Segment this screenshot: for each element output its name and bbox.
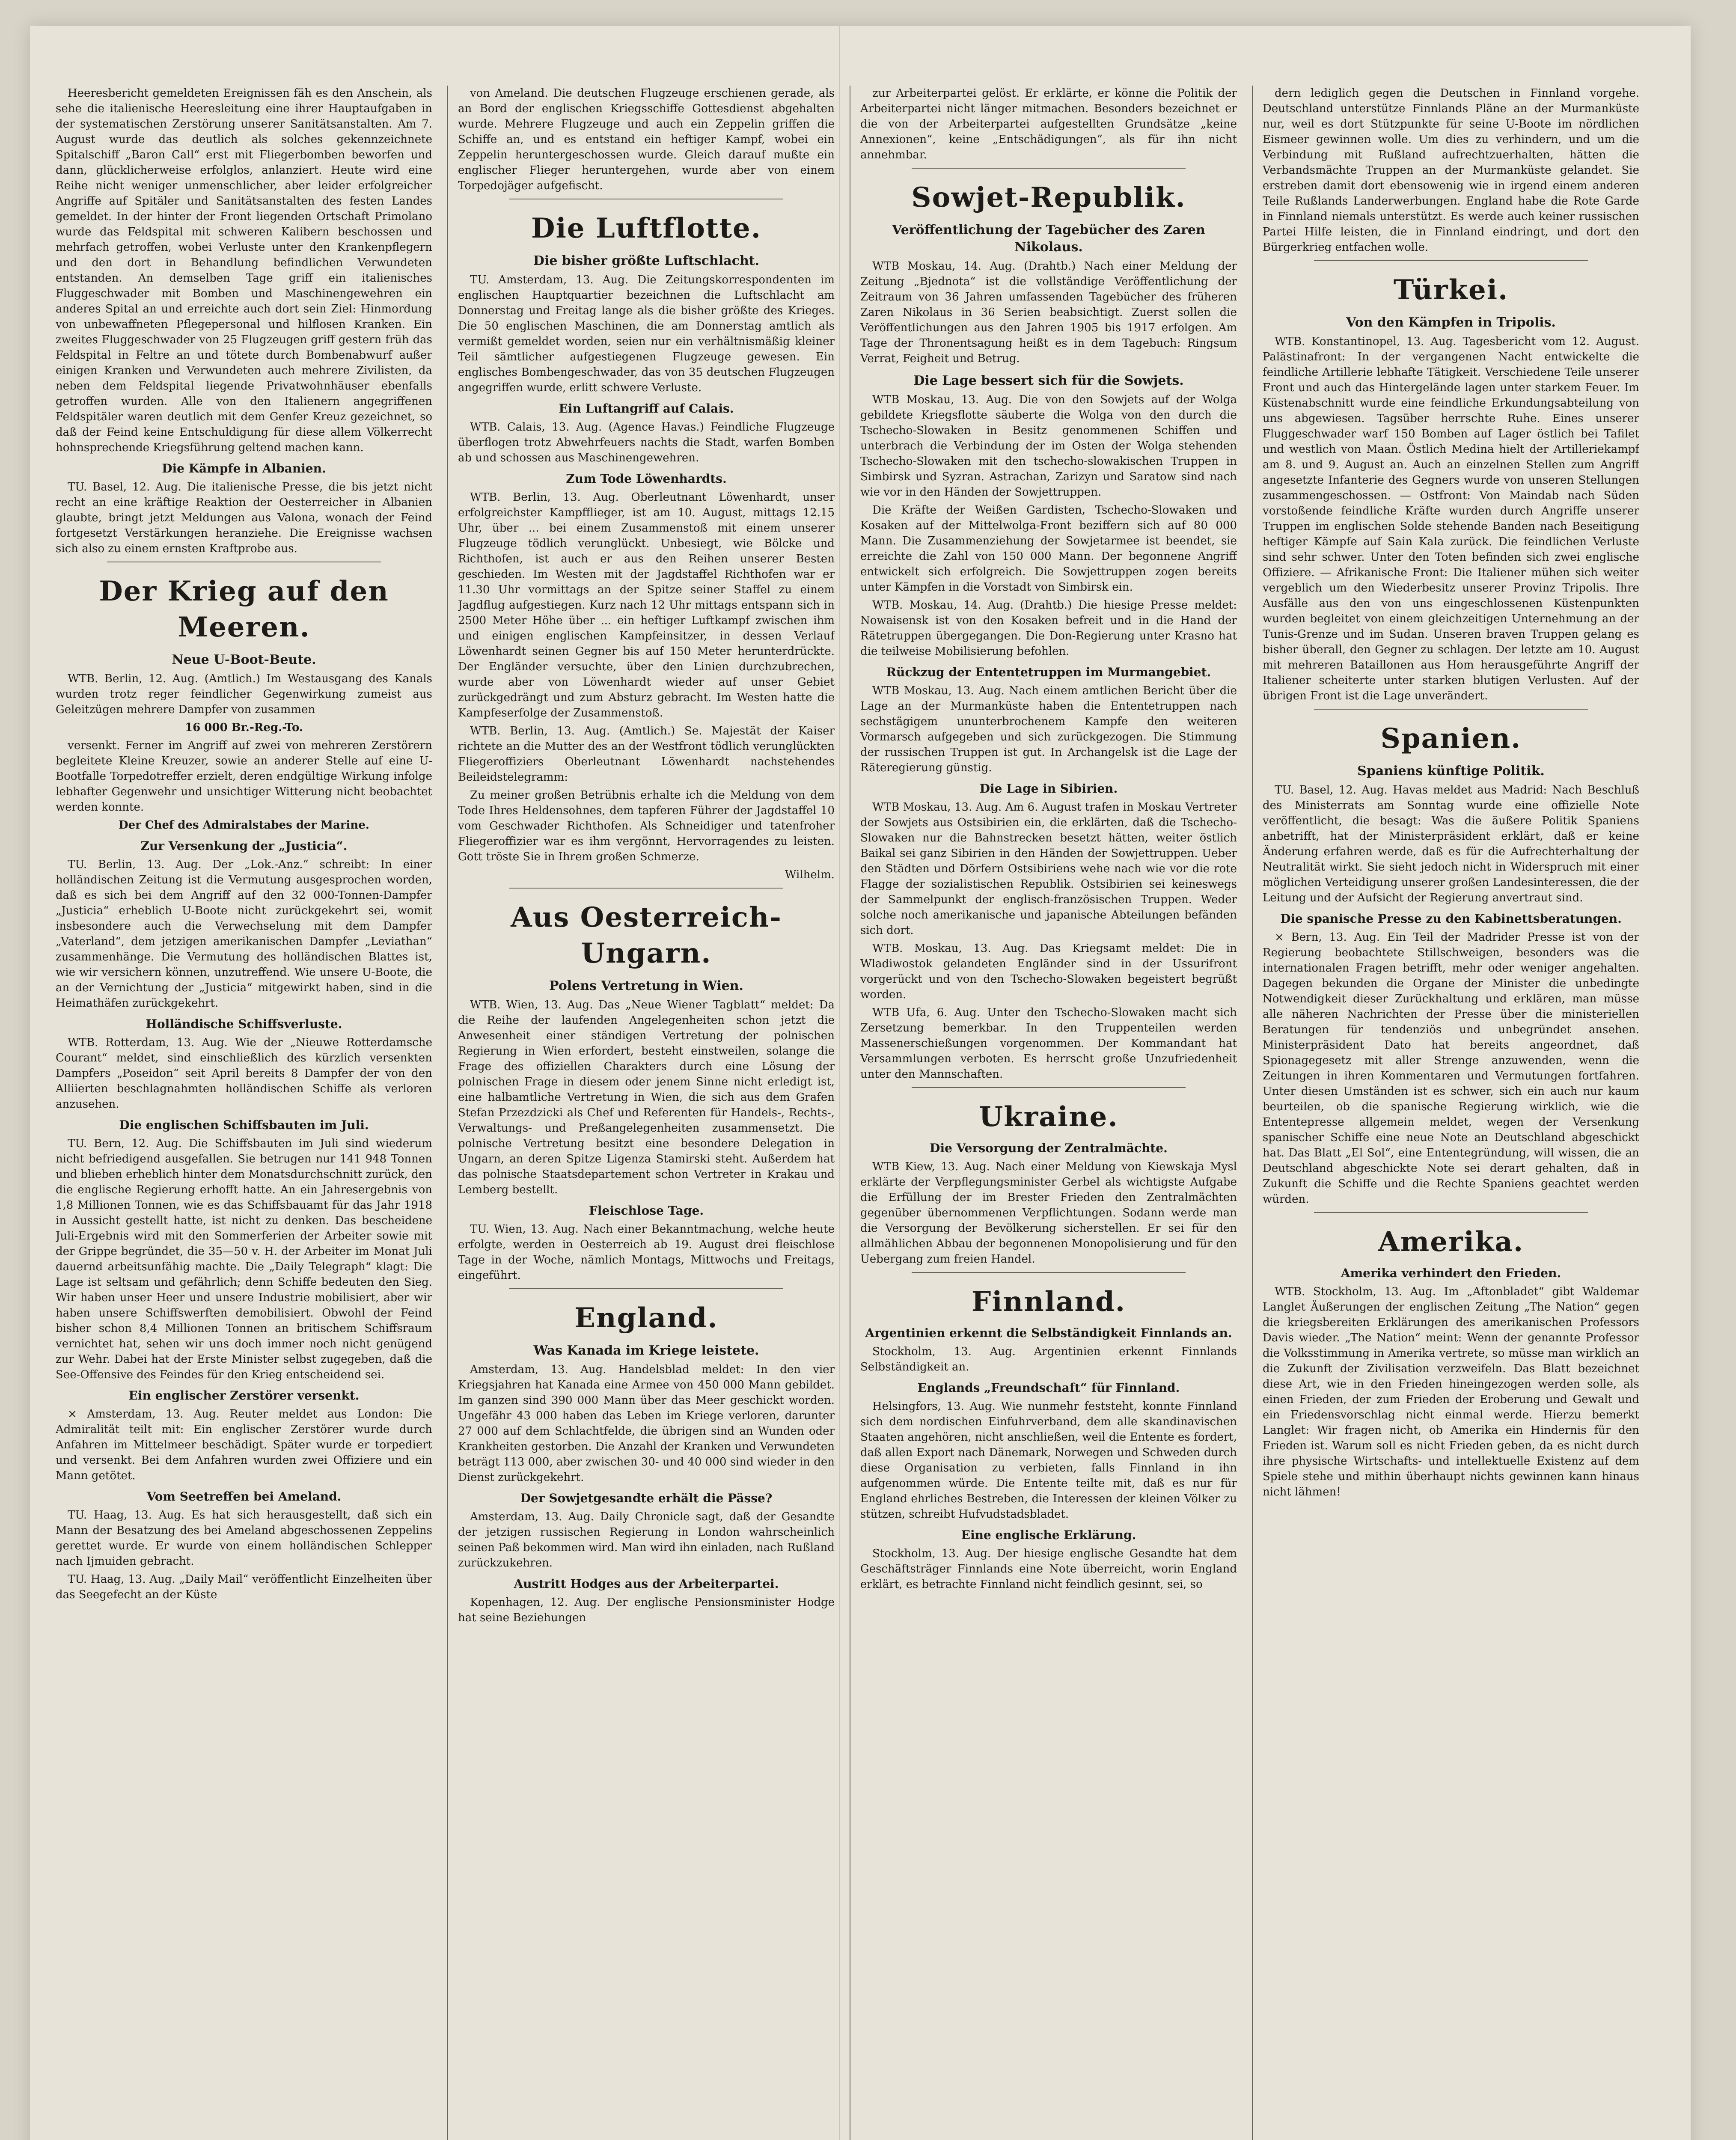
section-heading: Vom Seetreffen bei Ameland. <box>146 1489 342 1504</box>
tonnage-figure: 16 000 Br.-Reg.-To. <box>185 721 303 734</box>
department-heading: Sowjet-Republik. <box>911 181 1186 214</box>
section-heading: Ein Luftangriff auf Calais. <box>559 401 734 416</box>
article-text: Stockholm, 13. Aug. Der hiesige englische Gesandte hat dem Geschäftsträger Finnlands eine Note überreicht, worin England erklärt, es betrachte Finnland nicht feindlich gesinnt, sei, so <box>860 1547 1237 1591</box>
section-heading: Englands „Freundschaft“ für Finnland. <box>917 1381 1180 1395</box>
article-text: Amsterdam, 13. Aug. Daily Chronicle sagt, daß der Gesandte der jetzigen russischen Regierung in London wahrscheinlich seinen Paß bekommen wird. Man wird ihn einladen, nach Rußland zurückzukehren. <box>458 1510 835 1569</box>
divider <box>1314 260 1588 261</box>
article-text: Helsingfors, 13. Aug. Wie nunmehr feststeht, konnte Finnland sich dem nordischen Einfuhrverband, dem alle skandinavischen Staaten angehören, nicht anschließen, weil die Entente es fordert, daß allen Export nach Dänemark, Norwegen und Schweden durch diese Organisation zu verbieten, falls Finnland in ihn aufgenommen würde. Die Entente teilte mit, daß es nur für England ehrliches Bestreben, die Interessen der kleinen Völker zu stützen, schreibt Hufvudstadsbladet. <box>860 1400 1237 1521</box>
article-text: WTB Moskau, 13. Aug. Die von den Sowjets auf der Wolga gebildete Kriegsflotte säuberte die Wolga von den durch die Tschecho-Slowaken in Besitz genommenen Schiffen und unterbrach die Verbindung der im Osten der Wolga stehenden Tschecho-Slowaken mit den tschecho-slowakischen Truppen in Simbirsk und Syzran. Astrachan, Zarizyn und Saratow sind nach wie vor in den Händen der Sowjettruppen. <box>860 393 1237 499</box>
section-heading: Rückzug der Ententetruppen im Murmangebiet. <box>886 665 1211 679</box>
divider <box>509 1288 783 1289</box>
section-heading: Die bisher größte Luftschlacht. <box>533 253 760 268</box>
article-text: WTB. Konstantinopel, 13. Aug. Tagesbericht vom 12. August. Palästinafront: In der vergangenen Nacht entwickelte die feindliche Artillerie lebhafte Tätigkeit. Verschiedene Teile unserer Front und auch das Hintergelände lagen unter starkem Feuer. Im Küstenabschnitt wurde eine feindliche Erkundungsabteilung von uns abgewiesen. Tagsüber herrschte Ruhe. Eines unserer Fluggeschwader warf 150 Bomben auf Lager östlich bei Tafilet und westlich von Maan. Östlich Medina hielt der Artilleriekampf am 8. und 9. August an. Auch an einzelnen Stellen zum Angriff angesetzte Infanterie des Gegners wurde von unseren Stellungen zusammengeschossen. — Ostfront: Von Maindab nach Süden vorstoßende feindliche Kräfte wurden durch Angriffe unserer Truppen im englischen Solde stehende Banden nach Beseitigung heftiger Kämpfe auf Sain Kala zurück. Die feindlichen Verluste sind sehr schwer. Unter den Toten befinden sich zwei englische Offiziere. — Afrikanische Front: Die Italiener mühen sich weiter vergeblich um den Wiederbesitz unserer Provinz Tripolis. Ihre Ausfälle aus den von uns eingeschlossenen Küstenpunkten wurden begleitet von einem gleichzeitigen Unternehmung an der Tunis-Grenze und im Sudan. Unseren braven Truppen gelang es bisher überall, den Gegner zu schlagen. Der letzte am 10. August mit mehreren Bataillonen aus Hom herausgeführte Angriff der Italiener scheiterte unter starken blutigen Verlusten. Auf der übrigen Front ist die Lage unverändert. <box>1263 335 1639 702</box>
newspaper-page <box>30 26 1691 2140</box>
article-text: WTB Moskau, 13. Aug. Am 6. August trafen in Moskau Vertreter der Sowjets aus Ostsibirien ein, die erklärten, daß die Tschecho-Slowaken nur die Bahnstrecken besetzt hätten, weiter östlich Baikal sei ganz Sibirien in den Händen der Sowjettruppen. Ueber den Städten und Dörfern Ostsibiriens wehe nach wie vor die rote Flagge der sozialistischen Republik. Ostsibirien sei keineswegs der Sammelpunkt der englisch-französischen Truppen. Weder solche noch amerikanische und japanische Abteilungen befänden sich dort. <box>860 801 1237 937</box>
section-heading: Zum Tode Löwenhardts. <box>566 472 727 486</box>
signature: Wilhelm. <box>785 868 835 881</box>
section-heading: Argentinien erkennt die Selbständigkeit Finnlands an. <box>865 1326 1232 1340</box>
section-heading: Die Lage bessert sich für die Sowjets. <box>913 373 1184 388</box>
article-text: Heeresbericht gemeldeten Ereignissen fäh es den Anschein, als sehe die italienische Heeresleitung eine ihrer Hauptaufgaben in der systematischen Zerstörung unserer Sanitätsanstalten. Am 7. August wurde das deutlich als solches gekennzeichnete Spitalschiff „Baron Call“ erst mit Fliegerbomben beworfen und dann, glücklicherweise erfolglos, anlanziert. Heute wird eine Reihe nicht weniger unmenschlicher, aber leider erfolgreicher Angriffe auf Spitäler und Sanitätsanstalten des festen Landes gemeldet. In der hinter der Front liegenden Ortschaft Primolano wurde das Feldspital mit schweren Kalibern beschossen und mehrfach getroffen, wobei Verluste unter den Krankenpflegern und den dort in Behandlung befindlichen Verwundeten entstanden. An demselben Tage griff ein italienisches Fluggeschwader mit Bomben und Maschinengewehren ein anderes Spital an und erreichte auch dort sein Ziel: Hinmordung von unbewaffneten Pflegepersonal und hilflosen Kranken. Ein zweites Fluggeschwader von 25 Flugzeugen griff gestern früh das Feldspital in Feltre an und tötete durch Bombenabwurf außer einigen Kranken und Verwundeten auch mehrere Zivilisten, da neben dem Feldspital liegende Privatwohnhäuser ebenfalls getroffen wurden. Alle von den Italienern angegriffenen Feldspitäler waren deutlich mit dem Genfer Kreuz gezeichnet, so daß der Feind keine Entschuldigung für diese allem Völkerrecht hohnsprechende Kriegsführung geltend machen kann. <box>56 87 432 454</box>
article-text: zur Arbeiterpartei gelöst. Er erklärte, er könne die Politik der Arbeiterpartei nicht länger mitmachen. Besonders bezeichnet er die von der Arbeiterpartei aufgestellten Grundsätze „keine Annexionen“, keine „Entschädigungen“, als für ihn nicht annehmbar. <box>860 87 1237 161</box>
divider <box>912 1087 1186 1088</box>
department-heading: Ukraine. <box>979 1101 1118 1133</box>
article-text: WTB Ufa, 6. Aug. Unter den Tschecho-Slowaken macht sich Zersetzung bemerkbar. In den Truppenteilen werden Massenerschießungen vorgenommen. Der Kommandant hat Versammlungen verboten. Es herrscht große Unzufriedenheit unter den Mannschaften. <box>860 1006 1237 1081</box>
column-2 <box>458 86 835 2140</box>
section-heading: Polens Vertretung in Wien. <box>549 978 743 993</box>
section-heading: Amerika verhindert den Frieden. <box>1341 1266 1561 1280</box>
section-heading: Zur Versenkung der „Justicia“. <box>140 839 348 853</box>
section-heading: Was Kanada im Kriege leistete. <box>533 1343 759 1358</box>
article-text: WTB. Berlin, 12. Aug. (Amtlich.) Im Westausgang des Kanals wurden trotz reger feindlicher Gegenwirkung zumeist aus Geleitzügen mehrere Dampfer von zusammen <box>56 672 432 716</box>
article-text: Amsterdam, 13. Aug. Handelsblad meldet: In den vier Kriegsjahren hat Kanada eine Armee von 450 000 Mann gebildet. Im ganzen sind 390 000 Mann über das Meer geschickt worden. Ungefähr 43 000 haben das Leben im Kriege verloren, darunter 27 000 auf dem Schlachtfelde, die übrigen sind an Wunden oder Krankheiten gestorben. Die Anzahl der Kranken und Verwundeten beträgt 113 000, aber zwischen 30- und 40 000 sind wieder in den Dienst zurückgekehrt. <box>458 1363 835 1484</box>
column-rule <box>1252 86 1253 2140</box>
article-text: WTB. Rotterdam, 13. Aug. Wie der „Nieuwe Rotterdamsche Courant“ meldet, sind einschließlich des kürzlich versenkten Dampfers „Poseidon“ seit April bereits 8 Dampfer der von den Alliierten beschlagnahmten holländischen Schiffe als verloren anzusehen. <box>56 1036 432 1111</box>
section-heading: Neue U-Boot-Beute. <box>172 652 316 667</box>
article-text: WTB Moskau, 13. Aug. Nach einem amtlichen Bericht über die Lage an der Murmanküste haben die Ententetruppen nach sechstägigem ununterbrochenem Kampfe den weiteren Vormarsch aufgegeben und sich zurückgezogen. Die Stimmung der russischen Truppen ist gut. In Archangelsk ist die Lage der Räteregierung günstig. <box>860 684 1237 774</box>
section-heading: Spaniens künftige Politik. <box>1357 764 1545 779</box>
article-text: Kopenhagen, 12. Aug. Der englische Pensionsminister Hodge hat seine Beziehungen <box>458 1596 835 1624</box>
department-heading: Die Luftflotte. <box>531 212 762 244</box>
department-heading: Spanien. <box>1380 722 1522 755</box>
article-text: TU. Haag, 13. Aug. Es hat sich herausgestellt, daß sich ein Mann der Besatzung des bei Ameland abgeschossenen Zeppelins gerettet wurde. Er wurde von einem holländischen Schlepper nach Ijmuiden gebracht. <box>56 1509 432 1568</box>
divider <box>1314 709 1588 710</box>
section-heading: Fleischlose Tage. <box>589 1204 704 1218</box>
article-text: WTB. Wien, 13. Aug. Das „Neue Wiener Tagblatt“ meldet: Da die Reihe der laufenden Angelegenheiten schon jetzt die Anwesenheit einer ständigen Vertretung der polnischen Regierung in Wien erfordert, besteht einstweilen, solange die Frage des offiziellen Charakters durch eine Lösung der polnischen Frage in diesem oder jenem Sinne nicht erledigt ist, eine halbamtliche Vertretung in Wien, die sich aus dem Grafen Stefan Przezdzicki als Chef und Referenten für Handels-, Rechts-, Verwaltungs- und Preßangelegenheiten zusammensetzt. Die polnische Vertretung besitzt eine besondere Delegation in Ungarn, an deren Spitze Ligenza Stamirski steht. Außerdem hat das polnische Staatsdepartement schon Vertreter in Krakau und Lemberg bestellt. <box>458 999 835 1196</box>
article-text: TU. Haag, 13. Aug. „Daily Mail“ veröffentlicht Einzelheiten über das Seegefecht an der Küste <box>56 1573 432 1601</box>
article-text: TU. Amsterdam, 13. Aug. Die Zeitungskorrespondenten im englischen Hauptquartier bezeichnen die Luftschlacht am Donnerstag und Freitag lange als die bisher größte des Krieges. Die 50 englischen Maschinen, die am Donnerstag amtlich als vermißt gemeldet worden, seien nur ein verhältnismäßig kleiner Teil sämtlicher aufgestiegenen Flugzeuge gewesen. Ein englisches Bombengeschwader, das von 35 deutschen Flugzeugen angegriffen wurde, erlitt schwere Verluste. <box>458 273 835 394</box>
section-heading: Die englischen Schiffsbauten im Juli. <box>119 1118 369 1132</box>
article-text: WTB. Berlin, 13. Aug. (Amtlich.) Se. Majestät der Kaiser richtete an die Mutter des an der Westfront tödlich verunglückten Fliegeroffiziers Oberleutnant Löwenhardt nachstehendes Beileidstelegramm: <box>458 725 835 784</box>
article-text: WTB. Berlin, 13. Aug. Oberleutnant Löwenhardt, unser erfolgreichster Kampfflieger, ist am 10. August, mittags 12.15 Uhr, über ... bei einem Zusammenstoß mit einem unserer Flugzeuge tödlich verunglückt. Unbesiegt, wie Bölcke und Richthofen, ist auch er aus den Reihen unserer Besten geschieden. Im Westen mit der Jagdstaffel Richthofen war er 11.30 Uhr vormittags an der Spitze seiner Staffel zu einem Jagdflug aufgestiegen. Kurz nach 12 Uhr mittags entspann sich in 2500 Meter Höhe über ... ein heftiger Luftkampf zwischen ihm und einigen englischen Kampfeinsitzer, in dessen Verlauf Löwenhardt seinen Gegner bis auf 150 Meter herunterdrückte. Der Engländer versuchte, über den Linien durchzubrechen, wurde aber von Löwenhardt wieder auf unser Gebiet zurückgedrängt und zum Absturz gebracht. Im Westen hatte die Kampfeserfolge der Zusammenstoß. <box>458 491 835 719</box>
department-heading: Aus Oesterreich-Ungarn. <box>511 901 782 969</box>
page-fold <box>839 26 840 2140</box>
section-heading: Eine englische Erklärung. <box>961 1528 1136 1542</box>
article-text: WTB Kiew, 13. Aug. Nach einer Meldung von Kiewskaja Mysl erklärte der Verpflegungsminister Gerbel als wichtigste Aufgabe die Erfüllung der im Brester Frieden den Zentralmächten gegenüber übernommenen Verpflichtungen. Sodann werde man die Versorgung der Bevölkerung sicherstellen. Er sei für den allmählichen Abbau der begonnenen Monopolisierung und für den Uebergang zum freien Handel. <box>860 1160 1237 1266</box>
section-heading: Die Kämpfe in Albanien. <box>162 461 326 476</box>
department-heading: Türkei. <box>1393 274 1509 306</box>
article-text: TU. Bern, 12. Aug. Die Schiffsbauten im Juli sind wiederum nicht befriedigend ausgefallen. Sie betrugen nur 141 948 Tonnen und blieben erheblich hinter dem Monatsdurchschnitt zurück, den die englische Regierung erhofft hatte. An ein Jahresergebnis von 1,8 Millionen Tonnen, wie es das Schiffsbauamt für das Jahr 1918 in Aussicht gestellt hatte, ist nicht zu denken. Das bescheidene Juli-Ergebnis wird mit den Sommerferien der Arbeiter sowie mit der Grippe begründet, die 35—50 v. H. der Arbeiter im Monat Juli dauernd arbeitsunfähig machte. Die „Daily Telegraph“ klagt: Die Lage ist seltsam und gefährlich; denn Schiffe bedeuten den Sieg. Wir haben unser Heer und unsere Industrie mobilisiert, aber wir haben unsere Schiffswerften demobilisiert. Obwohl der Feind bisher schon 8,4 Millionen Tonnen an britischem Schiffsraum vernichtet hat, sehen wir uns doch immer noch nicht genügend zur Wehr. Dabei hat der Erste Minister selbst zugegeben, daß die See-Offensive des Feindes für den Krieg entscheidend sei. <box>56 1137 432 1381</box>
divider <box>1314 1212 1588 1213</box>
department-heading: Der Krieg auf den Meeren. <box>99 575 389 643</box>
article-text: WTB. Stockholm, 13. Aug. Im „Aftonbladet“ gibt Waldemar Langlet Äußerungen der englischen Zeitung „The Nation“ gegen die kriegsbereiten Erklärungen des amerikanischen Professors Davis wieder. „The Nation“ meint: Wenn der genannte Professor die Volksstimmung in Amerika vertrete, so müsse man wirklich an die Zukunft der Zivilisation verzweifeln. Das Blatt bezeichnet diese Art, wie in den Frieden hineingezogen werden solle, als einen Frieden, der zum Frieden der Eroberung und Gewalt und ein Friedensvorschlag nicht einmal werde. Hierzu bemerkt Langlet: Wir fragen nicht, ob Amerika ein Hindernis für den Frieden ist. Warum soll es nicht Frieden geben, da es nicht durch ihre physische Wirtschafts- und intellektuelle Existenz auf dem Spiele stehe und mithin überhaupt nichts gewinnen kann hinaus nicht lähmen! <box>1263 1285 1639 1498</box>
article-text: TU. Basel, 12. Aug. Havas meldet aus Madrid: Nach Beschluß des Ministerrats am Sonntag wurde eine offizielle Note veröffentlicht, die besagt: Was die äußere Politik Spaniens anbetrifft, hat der Ministerpräsident erklärt, daß er keine Änderung erfahren werde, daß es für die Aufrechterhaltung der Neutralität wirkt. Sie sieht jedoch nicht in Widerspruch mit einer möglichen Verteidigung unserer großen Landesinteressen, die der Leitung und der Aufsicht der Regierung anvertraut sind. <box>1263 784 1639 904</box>
telegram-text: Zu meiner großen Betrübnis erhalte ich die Meldung von dem Tode Ihres Heldensohnes, dem tapferen Führer der Jagdstaffel 10 vom Geschwader Richthofen. Als Schneidiger und tatenfroher Fliegeroffizier war es ihm vergönnt, Hervorragendes zu leisten. Gott tröste Sie in Ihrem großen Schmerze. <box>458 789 835 863</box>
department-heading: England. <box>574 1302 718 1334</box>
department-heading: Finnland. <box>971 1286 1126 1318</box>
article-text: TU. Berlin, 13. Aug. Der „Lok.-Anz.“ schreibt: In einer holländischen Zeitung ist die Vermutung ausgesprochen worden, daß es sich bei dem Angriff auf den 32 000-Tonnen-Dampfer „Justicia“ erheblich U-Boote nicht zurückgekehrt sei, womit insbesondere auch die Verwechselung mit dem Dampfer „Vaterland“, dem jetzigen amerikanischen Dampfer „Leviathan“ zusammenhänge. Die Vermutung des holländischen Blattes ist, wie wir versichern können, unzutreffend. Wie unsere U-Boote, die an der Vernichtung der „Justicia“ mitgewirkt haben, sind in die Heimathäfen zurückgekehrt. <box>56 858 432 1010</box>
article-text: versenkt. Ferner im Angriff auf zwei von mehreren Zerstörern begleitete Kleine Kreuzer, sowie an anderer Stelle auf eine U-Bootfalle Torpedotreffer erzielt, deren endgültige Wirkung infolge lebhafter Gegenwehr und unsichtiger Witterung nicht beobachtet werden konnte. <box>56 739 432 814</box>
section-heading: Die Lage in Sibirien. <box>979 782 1118 796</box>
department-heading: Amerika. <box>1378 1226 1524 1258</box>
column-1 <box>56 86 432 2140</box>
section-heading: Die spanische Presse zu den Kabinettsberatungen. <box>1280 912 1622 926</box>
divider <box>509 888 783 889</box>
divider <box>912 168 1186 169</box>
article-text: WTB. Moskau, 14. Aug. (Drahtb.) Die hiesige Presse meldet: Nowaisensk ist von den Kosaken befreit und in die Hand der Rätetruppen übergegangen. Die Don-Regierung unter Krasno hat die teilweise Mobilisierung befohlen. <box>860 599 1237 658</box>
article-text: TU. Wien, 13. Aug. Nach einer Bekanntmachung, welche heute erfolgte, werden in Oesterreich ab 19. August drei fleischlose Tage in der Woche, nämlich Montags, Mittwochs und Freitags, eingeführt. <box>458 1223 835 1282</box>
section-heading: Veröffentlichung der Tagebücher des Zaren Nikolaus. <box>892 223 1205 255</box>
section-heading: Die Versorgung der Zentralmächte. <box>930 1141 1168 1155</box>
section-heading: Ein englischer Zerstörer versenkt. <box>128 1388 360 1403</box>
section-heading: Holländische Schiffsverluste. <box>146 1017 342 1031</box>
divider <box>912 1272 1186 1273</box>
column-rule <box>447 86 448 2140</box>
column-3 <box>860 86 1237 2140</box>
section-heading: Von den Kämpfen in Tripolis. <box>1346 315 1556 330</box>
signature: Der Chef des Admiralstabes der Marine. <box>119 819 369 832</box>
article-text: von Ameland. Die deutschen Flugzeuge erschienen gerade, als an Bord der englischen Kriegsschiffe Gottesdienst abgehalten wurde. Mehrere Flugzeuge und auch ein Zeppelin griffen die Schiffe an, und es entstand ein heftiger Kampf, wobei ein Zeppelin heruntergeschossen wurde. Gleich darauf mußte ein englischer Flieger heruntergehen, wurde aber von einem Torpedojäger aufgefischt. <box>458 87 835 192</box>
column-4 <box>1263 86 1639 2140</box>
article-text: × Bern, 13. Aug. Ein Teil der Madrider Presse ist von der Regierung beobachtete Stillschweigen, besonders was die internationalen Fragen betrifft, mehr oder weniger angehalten. Dagegen bekunden die Organe der Minister die unbedingte Notwendigkeit dieser Zurückhaltung und erklären, man müsse alle näheren Nachrichten der Presse über die ministeriellen Beratungen für tendenziös und unbegründet ansehen. Ministerpräsident Dato hat bereits angeordnet, daß Spionagegesetz mit aller Strenge anzuwenden, wenn die Zeitungen in ihren Kommentaren und Vermutungen fortfahren. Unter diesen Umständen ist es schwer, sich ein auch nur kaum beurteilen, ob die spanische Regierung wirklich, wie die Ententepresse allgemein meldet, wegen der Versenkung spanischer Schiffe eine neue Note an Deutschland abgeschickt hat. Das Blatt „El Sol“, eine Ententegründung, will wissen, die an Deutschland abgeschickte Note sei derart gehalten, daß in Zukunft die Schiffe und die Rechte Spaniens geachtet werden würden. <box>1263 931 1639 1206</box>
article-text: WTB. Calais, 13. Aug. (Agence Havas.) Feindliche Flugzeuge überflogen trotz Abwehrfeuers nachts die Stadt, warfen Bomben ab und schossen aus Maschinengewehren. <box>458 421 835 464</box>
article-text: Stockholm, 13. Aug. Argentinien erkennt Finnlands Selbständigkeit an. <box>860 1345 1237 1373</box>
article-text: × Amsterdam, 13. Aug. Reuter meldet aus London: Die Admiralität teilt mit: Ein englischer Zerstörer wurde durch Anfahren im Mittelmeer beschädigt. Später wurde er torpediert und versenkt. Bei dem Anfahren wurden zwei Offiziere und ein Mann getötet. <box>56 1408 432 1482</box>
article-text: WTB. Moskau, 13. Aug. Das Kriegsamt meldet: Die in Wladiwostok gelandeten Engländer sind in der Ussurifront vorgerückt und von den Tschecho-Slowaken begeistert begrüßt worden. <box>860 942 1237 1001</box>
article-text: Die Kräfte der Weißen Gardisten, Tschecho-Slowaken und Kosaken auf der Mittelwolga-Front beziffern sich auf 80 000 Mann. Die Zusammenziehung der Sowjetarmee ist beendet, sie erreichte die Zahl von 150 000 Mann. Der begonnene Angriff entwickelt sich erfolgreich. Die Sowjettruppen zogen bereits unter Kämpfen in die Vorstadt von Simbirsk ein. <box>860 504 1237 594</box>
article-text: TU. Basel, 12. Aug. Die italienische Presse, die bis jetzt nicht recht an eine kräftige Reaktion der Oesterreicher in Albanien glaubte, bringt jetzt Meldungen aus Valona, wonach der Feind fortgesetzt Verstärkungen heranziehe. Die Ereignisse wachsen sich also zu einem ernsten Kraftprobe aus. <box>56 481 432 555</box>
section-heading: Der Sowjetgesandte erhält die Pässe? <box>520 1491 773 1505</box>
article-text: WTB Moskau, 14. Aug. (Drahtb.) Nach einer Meldung der Zeitung „Bjednota“ ist die vollständige Veröffentlichung der Zeitraum von 36 Jahren umfassenden Tagebücher des früheren Zaren Nikolaus in 36 Serien beabsichtigt. Zuerst sollen die Veröffentlichungen aus den Jahren 1905 bis 1917 erfolgen. Am Tage der Thronentsagung heißt es in dem Tagebuch: Ringsum Verrat, Feigheit und Betrug. <box>860 260 1237 365</box>
section-heading: Austritt Hodges aus der Arbeiterpartei. <box>514 1577 779 1591</box>
article-text: dern lediglich gegen die Deutschen in Finnland vorgehe. Deutschland unterstütze Finnlands Pläne an der Murmanküste nur, weil es dort Stützpunkte für seine U-Boote im nördlichen Eismeer gewinnen wolle. Um dies zu verhindern, und um die Verbindung mit Rußland aufrechtzuerhalten, hätten die Verbandsmächte Truppen an der Murmanküste gelandet. Sie erstreben damit dort ebensowenig wie in irgend einem anderen Teile Rußlands Landerwerbungen. England habe die Rote Garde in Finnland niemals unterstützt. Es werde auch keiner russischen Partei Hilfe leisten, die in Finnland eindringt, und dort den Bürgerkrieg entfachen wolle. <box>1263 87 1639 254</box>
